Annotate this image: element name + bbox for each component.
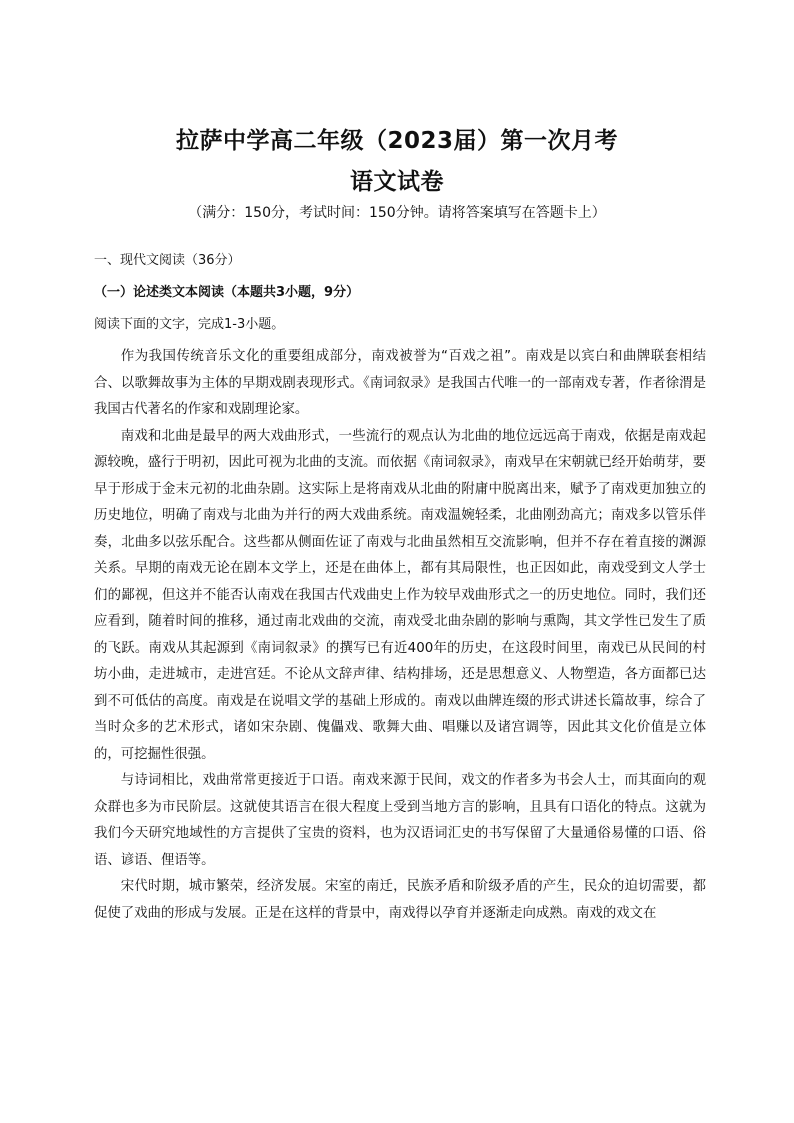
exam-note: （满分：150分，考试时间：150分钟。请将答案填写在答题卡上）: [188, 205, 606, 221]
exam-subtitle: 语文试卷: [350, 169, 444, 195]
passage-paragraph-3: 与诗词相比，戏曲常常更接近于口语。南戏来源于民间，戏文的作者多为书会人士，而其面向的观众群也多为市民阶层。这就使其语言在很大程度上受到当地方言的影响，且具有口语化的特点。这就为我们今天研究地域性的方言提供了宝贵的资料，也为汉语词汇史的书写保留了大量通俗易懂的口语、俗语、谚语、俚语等。: [94, 773, 706, 868]
subsection-heading: （一）论述类文本阅读（本题共3小题，9分）: [94, 285, 360, 300]
passage-paragraph-4: 宋代时期，城市繁荣，经济发展。宋室的南迁，民族矛盾和阶级矛盾的产生，民众的迫切需要，都促使了戏曲的形成与发展。正是在这样的背景中，南戏得以孕育并逐渐走向成熟。南戏的戏文在: [94, 879, 706, 921]
passage-paragraph-2: 南戏和北曲是最早的两大戏曲形式，一些流行的观点认为北曲的地位远远高于南戏，依据是南戏起源较晚，盛行于明初，因此可视为北曲的支流。而依据《南词叙录》，南戏早在宋朝就已经开始萌芽，要早于形成于金末元初的北曲杂剧。这实际上是将南戏从北曲的附庸中脱离出来，赋予了南戏更加独立的历史地位，明确了南戏与北曲为并行的两大戏曲系统。南戏温婉轻柔，北曲刚劲高亢；南戏多以管乐伴奏，北曲多以弦乐配合。这些都从侧面佐证了南戏与北曲虽然相互交流影响，但并不存在着直接的渊源关系。早期的南戏无论在剧本文学上，还是在曲体上，都有其局限性，也正因如此，南戏受到文人学士们的鄙视，但这并不能否认南戏在我国古代戏曲史上作为较早戏曲形式之一的历史地位。同时，我们还应看到，随着时间的推移，通过南北戏曲的交流，南戏受北曲杂剧的影响与熏陶，其文学性已发生了质的飞跃。南戏从其起源到《南词叙录》的撰写已有近400年的历史，在这段时间里，南戏已从民间的村坊小曲，走进城市，走进宫廷。不论从文辞声律、结构排场，还是思想意义、人物塑造，各方面都已达到不可低估的高度。南戏是在说唱文学的基础上形成的。南戏以曲牌连缀的形式讲述长篇故事，综合了当时众多的艺术形式，诸如宋杂剧、傀儡戏、歌舞大曲、唱赚以及诸宫调等，因此其文化价值是立体的，可挖掘性很强。: [94, 428, 706, 762]
exam-title: 拉萨中学高二年级（2023届）第一次月考: [175, 128, 618, 154]
reading-instruction: 阅读下面的文字，完成1-3小题。: [94, 317, 285, 332]
passage-paragraph-1: 作为我国传统音乐文化的重要组成部分，南戏被誉为“百戏之祖”。南戏是以宾白和曲牌联套相结合、以歌舞故事为主体的早期戏剧表现形式。《南词叙录》是我国古代唯一的一部南戏专著，作者徐渭是我国古代著名的作家和戏剧理论家。: [94, 349, 706, 417]
reading-passage: [94, 344, 706, 927]
section-heading: 一、现代文阅读（36分）: [94, 253, 241, 268]
